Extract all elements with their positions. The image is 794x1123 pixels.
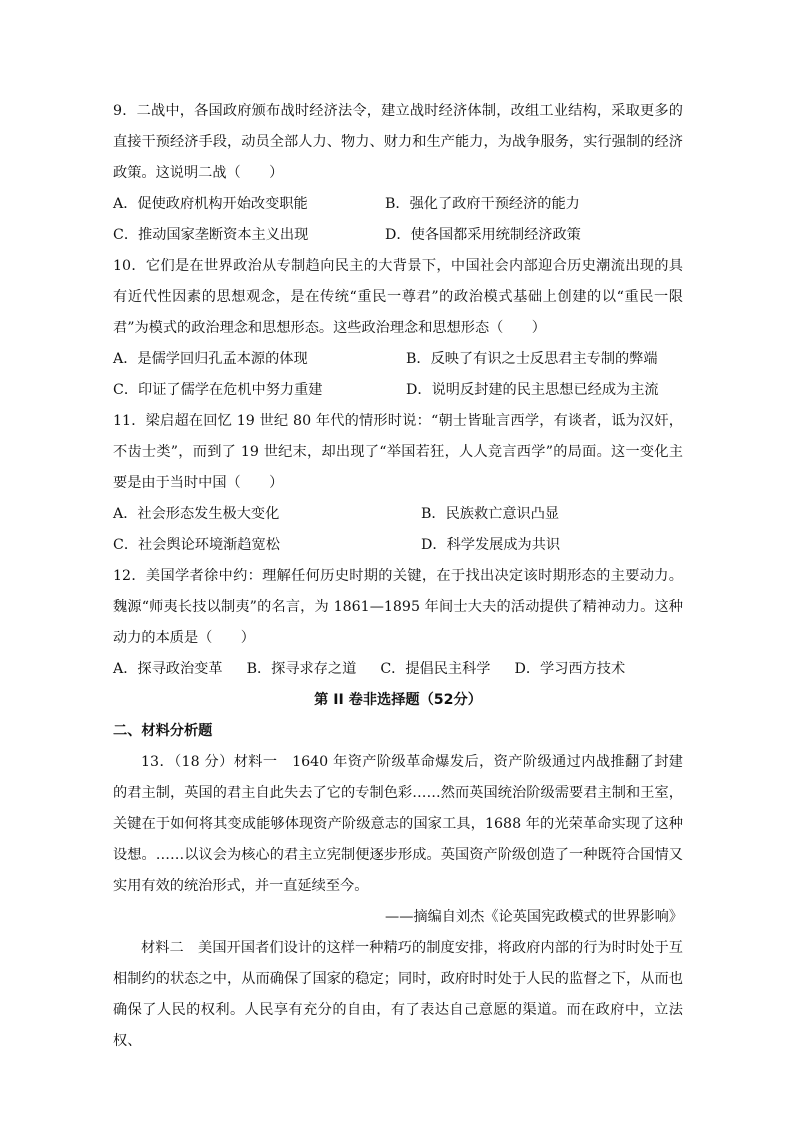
question-9-option-b: B．强化了政府干预经济的能力 — [385, 196, 580, 212]
question-10-option-a: A．是儒学回归孔孟本源的体现 — [113, 351, 308, 367]
question-12-option-d: D．学习西方技术 — [514, 661, 626, 677]
question-9-options-row-2 — [113, 220, 683, 251]
question-9-option-c: C．推动国家垄断资本主义出现 — [113, 227, 309, 243]
question-9-stem: 9．二战中，各国政府颁布战时经济法令，建立战时经济体制，改组工业结构，采取更多的直接干预经济手段，动员全部人力、物力、财力和生产能力，为战争服务，实行强制的经济政策。这说明二战（ ） — [113, 103, 683, 181]
question-10-options-row-2 — [113, 375, 683, 406]
question-11-option-b: B．民族救亡意识凸显 — [421, 506, 560, 522]
part-2-heading: 二、材料分析题 — [113, 723, 213, 739]
section-2-title: 第 II 卷非选择题（52分） — [314, 692, 482, 708]
question-11-option-a: A．社会形态发生极大变化 — [113, 506, 280, 522]
question-10-option-b: B．反映了有识之士反思君主专制的弊端 — [406, 351, 658, 367]
question-11-option-c: C．社会舆论环境渐趋宽松 — [113, 537, 280, 553]
question-11-options-row-2 — [113, 530, 683, 561]
page-content — [113, 96, 683, 1057]
question-9-options-row-1 — [113, 189, 683, 220]
question-11-options-row-1 — [113, 499, 683, 530]
question-9-option-d: D．使各国都采用统制经济政策 — [385, 227, 581, 243]
question-10-options-row-1 — [113, 344, 683, 375]
question-11-option-d: D．科学发展成为共识 — [421, 537, 561, 553]
question-13-material-2: 材料二 美国开国者们设计的这样一种精巧的制度安排，将政府内部的行为时时处于互相制约的状态之中，从而确保了国家的稳定；同时，政府时时处于人民的监督之下，从而也确保了人民的权利。人民享有充分的自由，有了表达自己意愿的渠道。而在政府中，立法权、 — [113, 940, 683, 1049]
question-10-option-d: D．说明反封建的民主思想已经成为主流 — [406, 382, 659, 398]
question-13-source-1: ——摘编自刘杰《论英国宪政模式的世界影响》 — [385, 909, 683, 925]
question-13-material-1: 13．（18 分）材料一 1640 年资产阶级革命爆发后，资产阶级通过内战推翻了封建的君主制，英国的君主自此失去了它的专制色彩……然而英国统治阶级需要君主制和王室，关键在于如何将其变成能够体现资产阶级意志的国家工具，1688 年的光荣革命实现了这种设想。……以议会为核心的君主立宪制便逐步形成。英国资产阶级创造了一种既符合国情又实用有效的统治形式，并一直延续至今。 — [113, 754, 683, 894]
question-11-stem: 11．梁启超在回忆 19 世纪 80 年代的情形时说：“朝士皆耻言西学，有谈者，诋为汉奸，不齿士类”，而到了 19 世纪末，却出现了“举国若狂，人人竞言西学”的局面。这一变化主要是由于当时中国（ ） — [113, 413, 683, 491]
question-12-option-b: B．探寻求存之道 — [246, 661, 357, 677]
question-9-option-a: A．促使政府机构开始改变职能 — [113, 196, 308, 212]
question-12-options-row — [113, 654, 683, 685]
question-12-option-a: A．探寻政治变革 — [113, 661, 223, 677]
question-12-stem: 12．美国学者徐中约：理解任何历史时期的关键，在于找出决定该时期形态的主要动力。魏源“师夷长技以制夷”的名言，为 1861—1895 年间士大夫的活动提供了精神动力。这种动力的本质是（ ） — [113, 568, 683, 646]
question-10-stem: 10．它们是在世界政治从专制趋向民主的大背景下，中国社会内部迎合历史潮流出现的具有近代性因素的思想观念，是在传统“重民一尊君”的政治模式基础上创建的以“重民一限君”为模式的政治理念和思想形态。这些政治理念和思想形态（ ） — [113, 258, 683, 336]
question-10-option-c: C．印证了儒学在危机中努力重建 — [113, 382, 323, 398]
question-12-option-c: C．提倡民主科学 — [380, 661, 491, 677]
